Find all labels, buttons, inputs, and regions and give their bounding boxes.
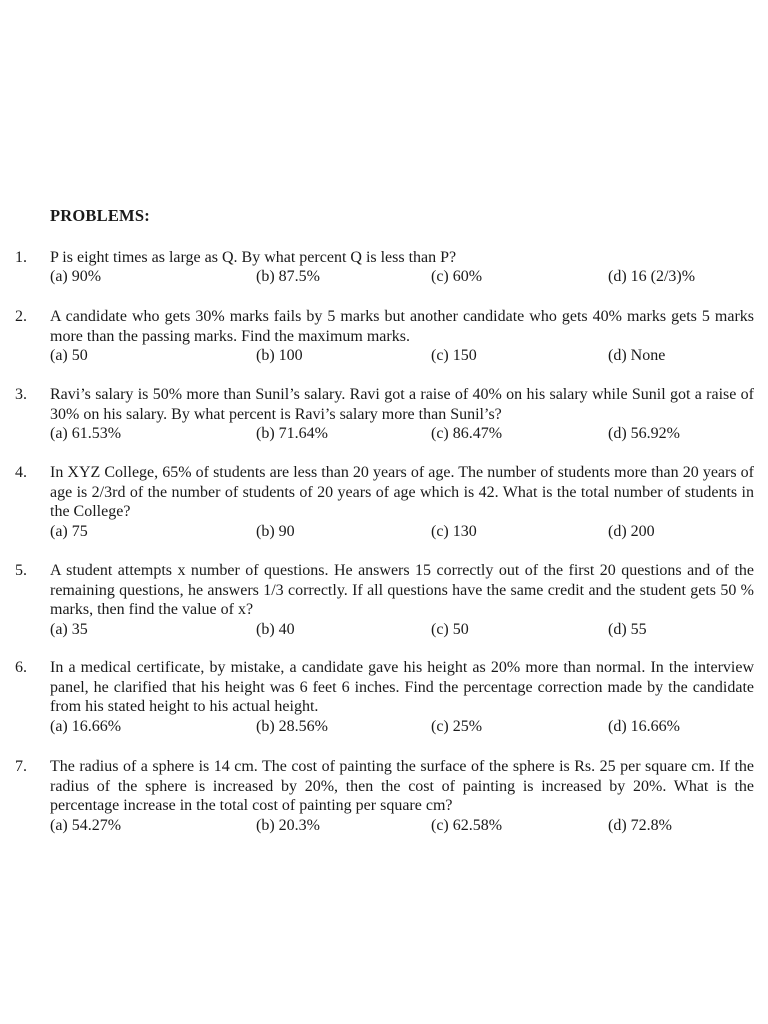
option-b: (b) 87.5%: [256, 268, 320, 285]
problem-text: The radius of a sphere is 14 cm. The cost of painting the surface of the sphere is Rs. 25 per square cm. If the radius of the sphere is increased by 20%, then the cost of painting is increased by 20%. What is the percentage increase in the total cost of painting per square cm?: [50, 758, 754, 814]
problem-number: 3.: [15, 386, 27, 403]
option-d: (d) 72.8%: [608, 817, 672, 834]
problem-text: P is eight times as large as Q. By what percent Q is less than P?: [50, 249, 457, 266]
option-c: (c) 62.58%: [431, 817, 503, 834]
problem-options: [50, 267, 754, 286]
problem-options: [50, 816, 754, 835]
problem-text: In XYZ College, 65% of students are less than 20 years of age. The number of students more than 20 years of age is 2/3rd of the number of students of 20 years of age which is 42. What is the total number of students in the College?: [50, 464, 754, 520]
option-d: (d) 200: [608, 523, 655, 540]
option-d: (d) 56.92%: [608, 425, 680, 442]
problem-text: A candidate who gets 30% marks fails by 5 marks but another candidate who gets 40% marks gets 5 marks more than the passing marks. Find the maximum marks.: [50, 308, 754, 345]
option-a: (a) 61.53%: [50, 425, 122, 442]
option-d: (d) 55: [608, 621, 647, 638]
problem-options: [50, 424, 754, 443]
option-c: (c) 25%: [431, 718, 483, 735]
option-c: (c) 150: [431, 347, 477, 364]
option-d: (d) None: [608, 347, 666, 364]
option-c: (c) 50: [431, 621, 469, 638]
section-heading: PROBLEMS:: [50, 206, 150, 225]
option-a: (a) 90%: [50, 268, 102, 285]
problem-options: [50, 346, 754, 365]
problem-text: In a medical certificate, by mistake, a candidate gave his height as 20% more than normal. In the interview panel, he clarified that his height was 6 feet 6 inches. Find the percentage correction made by the candidate from his stated height to his actual height.: [50, 659, 754, 715]
problem-options: [50, 717, 754, 736]
option-a: (a) 54.27%: [50, 817, 122, 834]
option-c: (c) 130: [431, 523, 477, 540]
option-a: (a) 35: [50, 621, 88, 638]
problem-number: 7.: [15, 758, 27, 775]
option-b: (b) 28.56%: [256, 718, 328, 735]
problem-options: [50, 522, 754, 541]
option-c: (c) 60%: [431, 268, 483, 285]
option-a: (a) 75: [50, 523, 88, 540]
option-d: (d) 16.66%: [608, 718, 680, 735]
problem-options: [50, 620, 754, 639]
option-a: (a) 50: [50, 347, 88, 364]
option-b: (b) 71.64%: [256, 425, 328, 442]
option-b: (b) 40: [256, 621, 295, 638]
problem-number: 2.: [15, 308, 27, 325]
option-b: (b) 90: [256, 523, 295, 540]
option-d: (d) 16 (2/3)%: [608, 268, 696, 285]
problem-number: 5.: [15, 562, 27, 579]
problem-text: Ravi’s salary is 50% more than Sunil’s salary. Ravi got a raise of 40% on his salary while Sunil got a raise of 30% on his salary. By what percent is Ravi’s salary more than Sunil’s?: [50, 386, 754, 423]
problem-number: 6.: [15, 659, 27, 676]
option-b: (b) 100: [256, 347, 303, 364]
option-a: (a) 16.66%: [50, 718, 122, 735]
option-c: (c) 86.47%: [431, 425, 503, 442]
problem-number: 1.: [15, 249, 27, 266]
problem-number: 4.: [15, 464, 27, 481]
option-b: (b) 20.3%: [256, 817, 320, 834]
problem-text: A student attempts x number of questions. He answers 15 correctly out of the first 20 questions and of the remaining questions, he answers 1/3 correctly. If all questions have the same credit and the student gets 50 % marks, then find the value of x?: [50, 562, 754, 618]
